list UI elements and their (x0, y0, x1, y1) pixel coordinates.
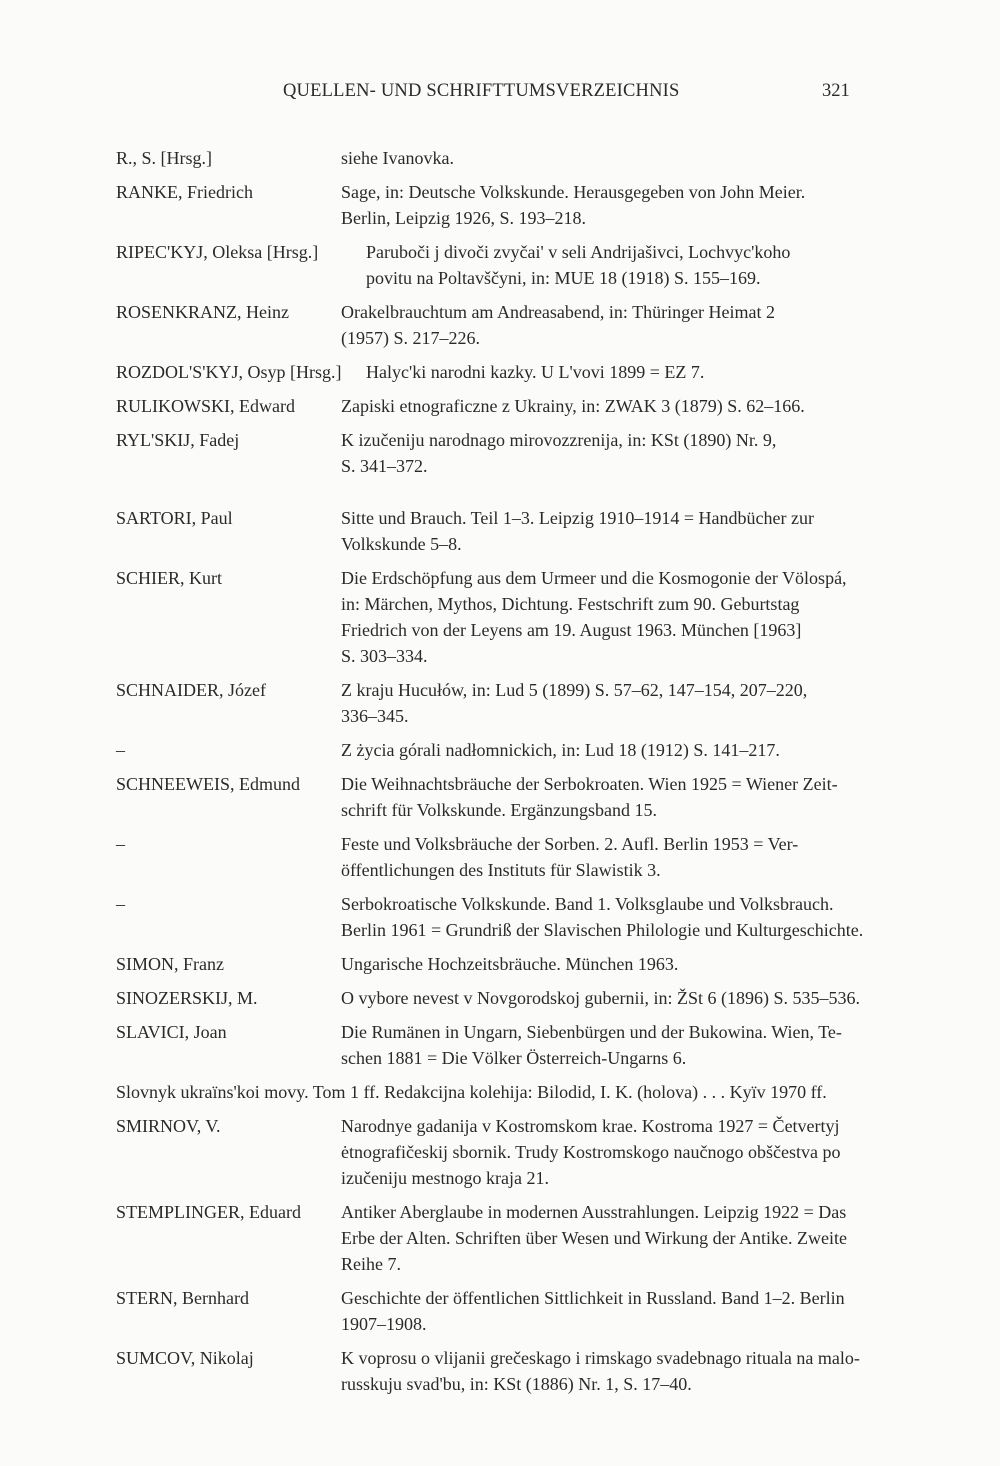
entry-text: K izučeniju narodnago mirovozzrenija, in: KSt (1890) Nr. 9, S. 341–372. (341, 430, 777, 476)
entry-author: Slovnyk ukraïns'koi movy. (116, 1082, 309, 1102)
bibliography-list (116, 145, 976, 1405)
entry-text: K voprosu o vlijanii grečeskago i rimskago svadebnago rituala na malo- russkuju svad'bu, in: KSt (1886) Nr. 1, S. 17–40. (341, 1348, 860, 1394)
entry-author: – (116, 894, 125, 914)
entry-author: SCHNAIDER, Józef (116, 680, 266, 700)
entry-text: Narodnye gadanija v Kostromskom krae. Kostroma 1927 = Četvertyj ėtnografičeskij sbornik. Trudy Kostromskogo naučnogo obščestva po izučeniju mestnogo kraja 21. (341, 1116, 841, 1188)
entry-author: ROSENKRANZ, Heinz (116, 302, 289, 322)
bibliography-entry (116, 891, 976, 943)
bibliography-entry (116, 771, 976, 823)
bibliography-entry (116, 1019, 976, 1071)
bibliography-entry (116, 565, 976, 669)
bibliography-entry (116, 145, 976, 171)
entry-text: Sitte und Brauch. Teil 1–3. Leipzig 1910–1914 = Handbücher zur Volkskunde 5–8. (341, 508, 814, 554)
bibliography-entry (116, 239, 976, 291)
page-number: 321 (822, 81, 850, 101)
entry-text: Ungarische Hochzeitsbräuche. München 1963. (341, 954, 679, 974)
bibliography-entry (116, 505, 976, 557)
entry-text: Halyc'ki narodni kazky. U L'vovi 1899 = EZ 7. (366, 362, 705, 382)
bibliography-entry (116, 1345, 976, 1397)
entry-author: SIMON, Franz (116, 954, 224, 974)
entry-author: SMIRNOV, V. (116, 1116, 221, 1136)
bibliography-entry (116, 985, 976, 1011)
bibliography-entry (116, 299, 976, 351)
entry-author: ROZDOL'S'KYJ, Osyp [Hrsg.] (116, 362, 342, 382)
bibliography-entry (116, 677, 976, 729)
bibliography-entry (116, 359, 976, 385)
entry-author: SINOZERSKIJ, M. (116, 988, 258, 1008)
entry-text: siehe Ivanovka. (341, 148, 454, 168)
bibliography-entry (116, 1113, 976, 1191)
bibliography-entry (116, 427, 976, 479)
entry-text: Die Weihnachtsbräuche der Serbokroaten. Wien 1925 = Wiener Zeit- schrift für Volkskunde. Ergänzungsband 15. (341, 774, 838, 820)
entry-text: Paruboči j divoči zvyčai' v seli Andrijašivci, Lochvyc'koho povitu na Poltavščyni, in: MUE 18 (1918) S. 155–169. (366, 242, 791, 288)
bibliography-entry (116, 1285, 976, 1337)
entry-author: STERN, Bernhard (116, 1288, 249, 1308)
entry-text: Geschichte der öffentlichen Sittlichkeit in Russland. Band 1–2. Berlin 1907–1908. (341, 1288, 845, 1334)
entry-author: RULIKOWSKI, Edward (116, 396, 295, 416)
entry-author: SUMCOV, Nikolaj (116, 1348, 254, 1368)
entry-text: Z życia górali nadłomnickich, in: Lud 18 (1912) S. 141–217. (341, 740, 780, 760)
bibliography-entry (116, 951, 976, 977)
entry-author: R., S. [Hrsg.] (116, 148, 213, 168)
entry-text: Feste und Volksbräuche der Sorben. 2. Aufl. Berlin 1953 = Ver- öffentlichungen des Instituts für Slawistik 3. (341, 834, 799, 880)
entry-author: – (116, 740, 125, 760)
entry-text: Antiker Aberglaube in modernen Ausstrahlungen. Leipzig 1922 = Das Erbe der Alten. Schriften über Wesen und Wirkung der Antike. Zweite Reihe 7. (341, 1202, 848, 1274)
entry-author: STEMPLINGER, Eduard (116, 1202, 301, 1222)
bibliography-entry (116, 1199, 976, 1277)
entry-text: O vybore nevest v Novgorodskoj gubernii, in: ŽSt 6 (1896) S. 535–536. (341, 988, 860, 1008)
page-header (0, 78, 1000, 108)
entry-text: Orakelbrauchtum am Andreasabend, in: Thüringer Heimat 2 (1957) S. 217–226. (341, 302, 776, 348)
entry-text: Die Rumänen in Ungarn, Siebenbürgen und der Bukowina. Wien, Te- schen 1881 = Die Völker Österreich-Ungarns 6. (341, 1022, 842, 1068)
bibliography-entry (116, 737, 976, 763)
bibliography-entry (116, 831, 976, 883)
entry-text: Serbokroatische Volkskunde. Band 1. Volksglaube und Volksbrauch. Berlin 1961 = Grundriß der Slavischen Philologie und Kulturgeschichte. (341, 894, 864, 940)
entry-author: – (116, 834, 125, 854)
bibliography-entry (116, 1079, 976, 1105)
entry-text: Tom 1 ff. Redakcijna kolehija: Bilodid, I. K. (holova) . . . Kyïv 1970 ff. (312, 1082, 827, 1102)
entry-author: RANKE, Friedrich (116, 182, 253, 202)
entry-author: SCHNEEWEIS, Edmund (116, 774, 300, 794)
running-header-title: QUELLEN- UND SCHRIFTTUMSVERZEICHNIS (283, 81, 680, 101)
entry-author: RYL'SKIJ, Fadej (116, 430, 240, 450)
entry-author: SARTORI, Paul (116, 508, 233, 528)
entry-text: Die Erdschöpfung aus dem Urmeer und die Kosmogonie der Völospá, in: Märchen, Mythos, Dichtung. Festschrift zum 90. Geburtstag Friedrich von der Leyens am 19. August 1963. München [1963] S. 303–334. (341, 568, 847, 666)
entry-author: SCHIER, Kurt (116, 568, 223, 588)
entry-author: SLAVICI, Joan (116, 1022, 227, 1042)
entry-author: RIPEC'KYJ, Oleksa [Hrsg.] (116, 242, 319, 262)
bibliography-entry (116, 393, 976, 419)
entry-text: Z kraju Hucułów, in: Lud 5 (1899) S. 57–62, 147–154, 207–220, 336–345. (341, 680, 808, 726)
entry-text: Zapiski etnograficzne z Ukrainy, in: ZWAK 3 (1879) S. 62–166. (341, 396, 805, 416)
bibliography-entry (116, 179, 976, 231)
entry-text: Sage, in: Deutsche Volkskunde. Herausgegeben von John Meier. Berlin, Leipzig 1926, S. 193–218. (341, 182, 806, 228)
